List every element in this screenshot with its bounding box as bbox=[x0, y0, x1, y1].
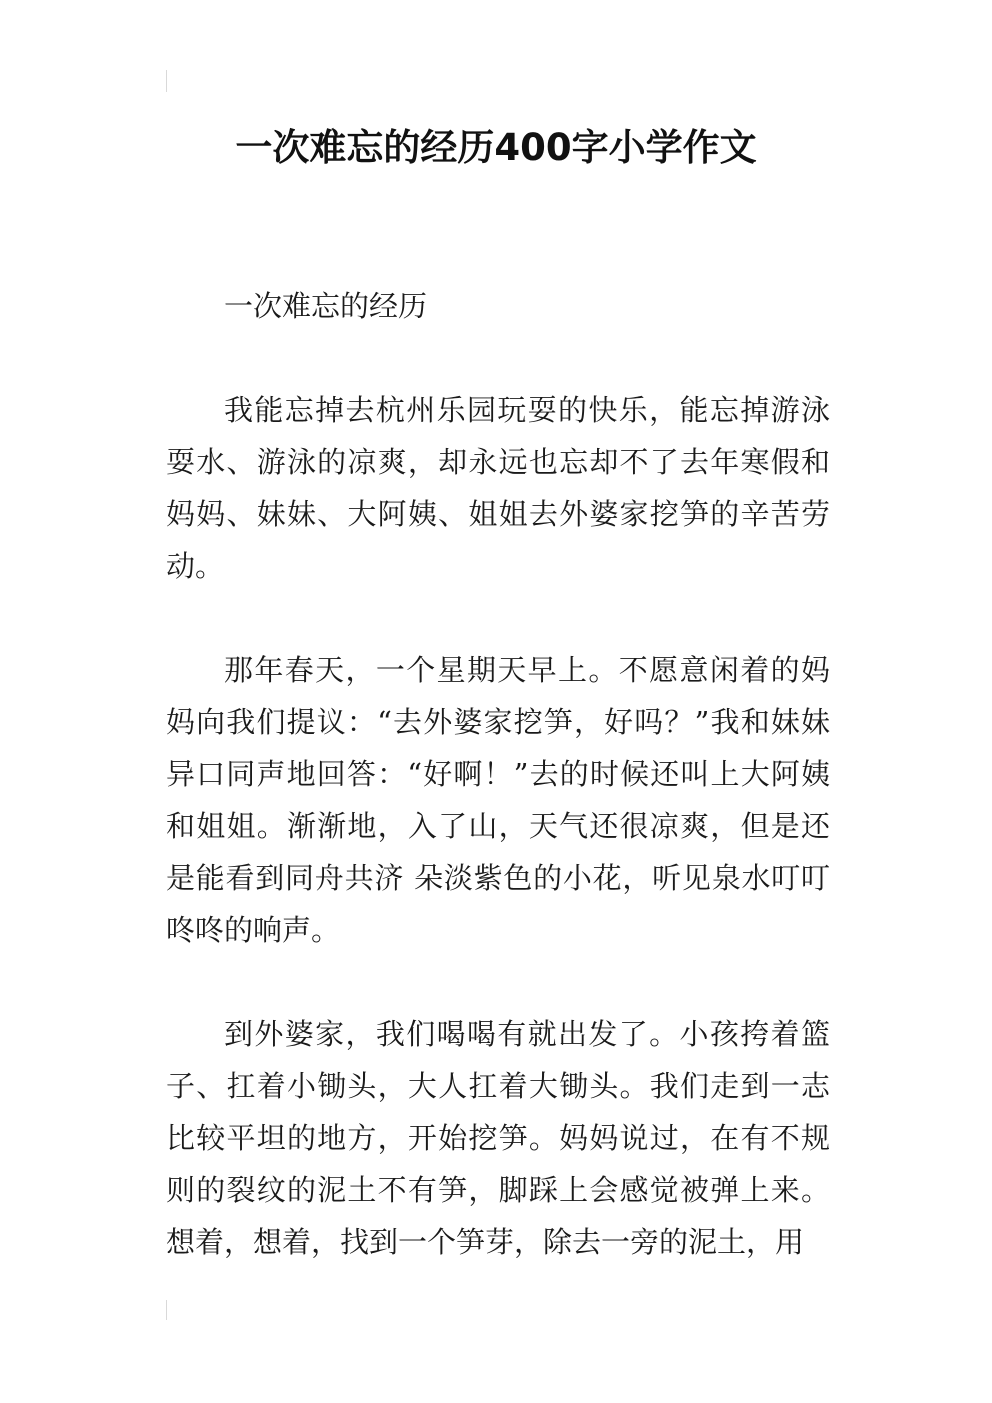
document-title: 一次难忘的经历400字小学作文 bbox=[235, 126, 757, 169]
paragraph-3: 到外婆家，我们喝喝有就出发了。小孩挎着篮子、扛着小锄头，大人扛着大锄头。我们走到一志比较平坦的地方，开始挖笋。妈妈说过，在有不规则的裂纹的泥土不有笋，脚踩上会感觉被弹上来。想着，想着，找到一个笋芽，除去一旁的泥土，用 bbox=[166, 1017, 830, 1259]
paragraph-2: 那年春天，一个星期天早上。不愿意闲着的妈妈向我们提议：“去外婆家挖笋，好吗？”我和妹妹异口同声地回答：“好啊！”去的时候还叫上大阿姨和姐姐。渐渐地，入了山，天气还很凉爽，但是还是能看到同舟共济 朵淡紫色的小花，听见泉水叮叮咚咚的响声。 bbox=[166, 653, 830, 947]
document-body bbox=[166, 280, 830, 1320]
page-corner-mark bbox=[166, 1300, 167, 1320]
paragraph-1: 我能忘掉去杭州乐园玩耍的快乐，能忘掉游泳耍水、游泳的凉爽，却永远也忘却不了去年寒假和妈妈、妹妹、大阿姨、姐姐去外婆家挖笋的辛苦劳动。 bbox=[166, 393, 830, 583]
page-corner-mark bbox=[166, 70, 167, 92]
essay-subtitle: 一次难忘的经历 bbox=[224, 289, 428, 323]
